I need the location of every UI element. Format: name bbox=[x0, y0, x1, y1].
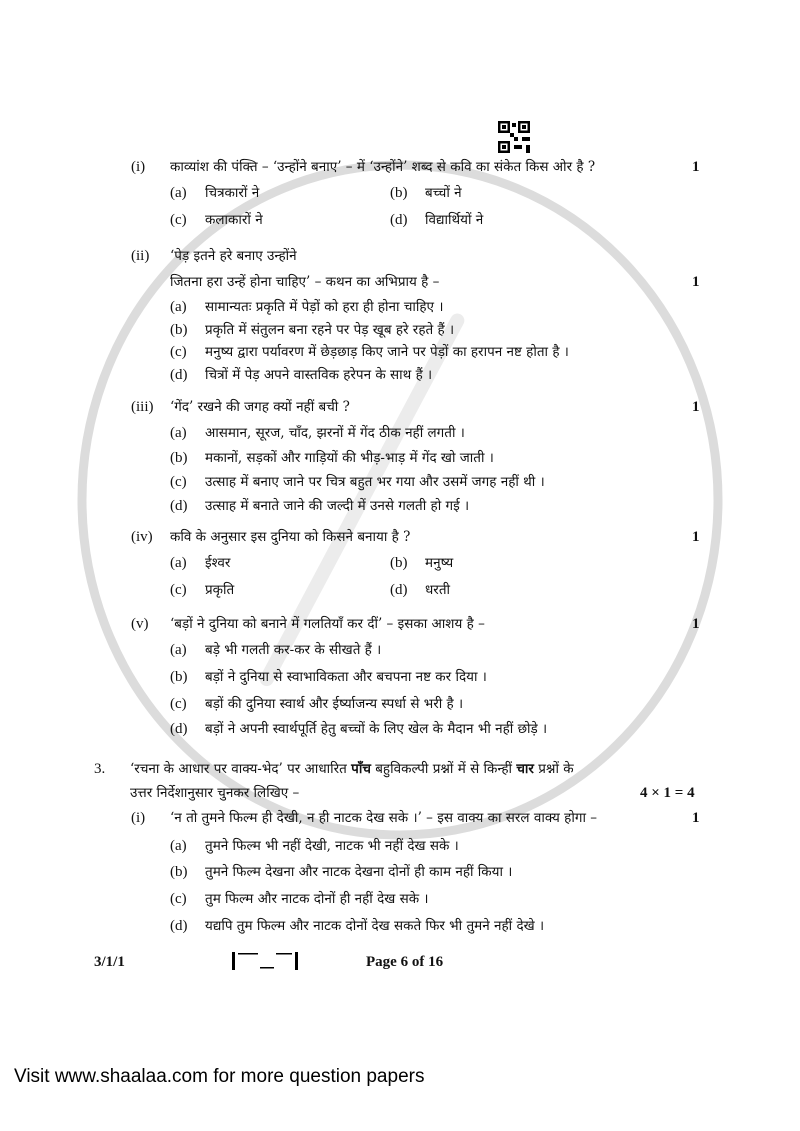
subquestion-text: ‘न तो तुमने फिल्म ही देखी, न ही नाटक देख सके ।’ – इस वाक्य का सरल वाक्य होगा – bbox=[170, 810, 597, 826]
option-label: (b) bbox=[390, 555, 408, 571]
option-label: (d) bbox=[170, 721, 188, 737]
question-text: ‘बड़ों ने दुनिया को बनाने में गलतियाँ कर दीं’ – इसका आशय है – bbox=[170, 616, 485, 632]
question-text-part: ‘रचना के आधार पर वाक्य-भेद’ पर आधारित bbox=[130, 761, 352, 777]
option-label: (a) bbox=[170, 185, 187, 201]
option-text: चित्रकारों ने bbox=[205, 185, 260, 201]
option-label: (b) bbox=[170, 450, 188, 466]
option-text: तुमने फिल्म भी नहीं देखी, नाटक भी नहीं देख सके । bbox=[205, 838, 459, 854]
option-text: बड़ों ने दुनिया से स्वाभाविकता और बचपना नष्ट कर दिया । bbox=[205, 669, 487, 685]
qr-code-icon bbox=[498, 121, 530, 153]
subquestion-marks: 1 bbox=[692, 810, 700, 826]
question-text-part: बहुविकल्पी प्रश्नों में से किन्हीं bbox=[370, 761, 517, 777]
option-text: मनुष्य bbox=[425, 555, 454, 571]
option-label: (c) bbox=[170, 891, 187, 907]
option-text: ईश्वर bbox=[205, 555, 231, 571]
barcode-icon bbox=[232, 950, 300, 977]
option-text: बड़े भी गलती कर-कर के सीखते हैं । bbox=[205, 642, 382, 658]
option-text: उत्साह में बनाते जाने की जल्दी में उनसे गलती हो गई । bbox=[205, 498, 470, 514]
option-label: (d) bbox=[170, 367, 188, 383]
option-text: यद्यपि तुम फिल्म और नाटक दोनों देख सकते फिर भी तुमने नहीं देखे । bbox=[205, 918, 545, 934]
option-label: (a) bbox=[170, 838, 187, 854]
option-label: (d) bbox=[170, 918, 188, 934]
question-number: 3. bbox=[94, 761, 106, 777]
option-text: मनुष्य द्वारा पर्यावरण में छेड़छाड़ किए जाने पर पेड़ों का हरापन नष्ट होता है । bbox=[205, 344, 569, 360]
option-text: तुम फिल्म और नाटक दोनों ही नहीं देख सके । bbox=[205, 891, 429, 907]
option-label: (d) bbox=[390, 582, 408, 598]
option-label: (c) bbox=[170, 696, 187, 712]
option-text: उत्साह में बनाए जाने पर चित्र बहुत भर गया और उसमें जगह नहीं थी । bbox=[205, 474, 545, 490]
option-label: (b) bbox=[170, 322, 188, 338]
page-number: Page 6 of 16 bbox=[366, 954, 444, 970]
question-text-part: प्रश्नों के bbox=[533, 761, 574, 777]
question-text: ‘गेंद’ रखने की जगह क्यों नहीं बची ? bbox=[170, 399, 350, 415]
subquestion-number: (i) bbox=[131, 810, 146, 826]
question-marks: 1 bbox=[692, 159, 700, 175]
option-text: बच्चों ने bbox=[425, 185, 462, 201]
option-text: तुमने फिल्म देखना और नाटक देखना दोनों ही काम नहीं किया । bbox=[205, 864, 513, 880]
question-marks: 1 bbox=[692, 529, 700, 545]
option-label: (d) bbox=[170, 498, 188, 514]
question-text-line2: उत्तर निर्देशानुसार चुनकर लिखिए – bbox=[130, 785, 300, 801]
paper-code: 3/1/1 bbox=[94, 954, 125, 970]
option-label: (a) bbox=[170, 642, 187, 658]
option-label: (c) bbox=[170, 582, 187, 598]
option-label: (b) bbox=[170, 669, 188, 685]
question-marks: 4 × 1 = 4 bbox=[640, 785, 695, 801]
question-marks: 1 bbox=[692, 616, 700, 632]
option-label: (d) bbox=[390, 212, 408, 228]
option-label: (a) bbox=[170, 425, 187, 441]
option-label: (c) bbox=[170, 344, 187, 360]
question-number: (iii) bbox=[131, 399, 154, 415]
question-number: (ii) bbox=[131, 248, 150, 264]
question-marks: 1 bbox=[692, 274, 700, 290]
question-text: कवि के अनुसार इस दुनिया को किसने बनाया है ? bbox=[170, 529, 411, 545]
option-text: धरती bbox=[425, 582, 451, 598]
question-text-part: पाँच bbox=[351, 761, 371, 777]
question-number: (v) bbox=[131, 616, 149, 632]
option-label: (a) bbox=[170, 299, 187, 315]
question-text: ‘पेड़ इतने हरे बनाए उन्होंने bbox=[170, 248, 297, 264]
question-number: (i) bbox=[131, 159, 146, 175]
question-text-part: चार bbox=[516, 761, 534, 777]
question-text: काव्यांश की पंक्ति – ‘उन्होंने बनाए’ – में ‘उन्होंने’ शब्द से कवि का संकेत किस ओर है ? bbox=[170, 159, 596, 175]
question-text-line2: जितना हरा उन्हें होना चाहिए’ – कथन का अभिप्राय है – bbox=[170, 274, 440, 290]
option-label: (a) bbox=[170, 555, 187, 571]
option-text: मकानों, सड़कों और गाड़ियों की भीड़-भाड़ में गेंद खो जाती । bbox=[205, 450, 494, 466]
option-text: सामान्यतः प्रकृति में पेड़ों को हरा ही होना चाहिए । bbox=[205, 299, 444, 315]
visit-banner: Visit www.shaalaa.com for more question papers bbox=[14, 1066, 425, 1087]
option-label: (b) bbox=[390, 185, 408, 201]
option-text: कलाकारों ने bbox=[205, 212, 263, 228]
option-label: (b) bbox=[170, 864, 188, 880]
option-label: (c) bbox=[170, 474, 187, 490]
question-number: (iv) bbox=[131, 529, 153, 545]
option-text: प्रकृति bbox=[205, 582, 235, 598]
option-text: बड़ों ने अपनी स्वार्थपूर्ति हेतु बच्चों के लिए खेल के मैदान भी नहीं छोड़े । bbox=[205, 721, 548, 737]
option-text: प्रकृति में संतुलन बना रहने पर पेड़ खूब हरे रहते हैं । bbox=[205, 322, 455, 338]
option-text: बड़ों की दुनिया स्वार्थ और ईर्ष्याजन्य स्पर्धा से भरी है । bbox=[205, 696, 464, 712]
question-marks: 1 bbox=[692, 399, 700, 415]
option-text: विद्यार्थियों ने bbox=[425, 212, 484, 228]
question-text bbox=[130, 760, 574, 778]
option-text: आसमान, सूरज, चाँद, झरनों में गेंद ठीक नहीं लगती । bbox=[205, 425, 465, 441]
option-text: चित्रों में पेड़ अपने वास्तविक हरेपन के साथ हैं । bbox=[205, 367, 433, 383]
option-label: (c) bbox=[170, 212, 187, 228]
